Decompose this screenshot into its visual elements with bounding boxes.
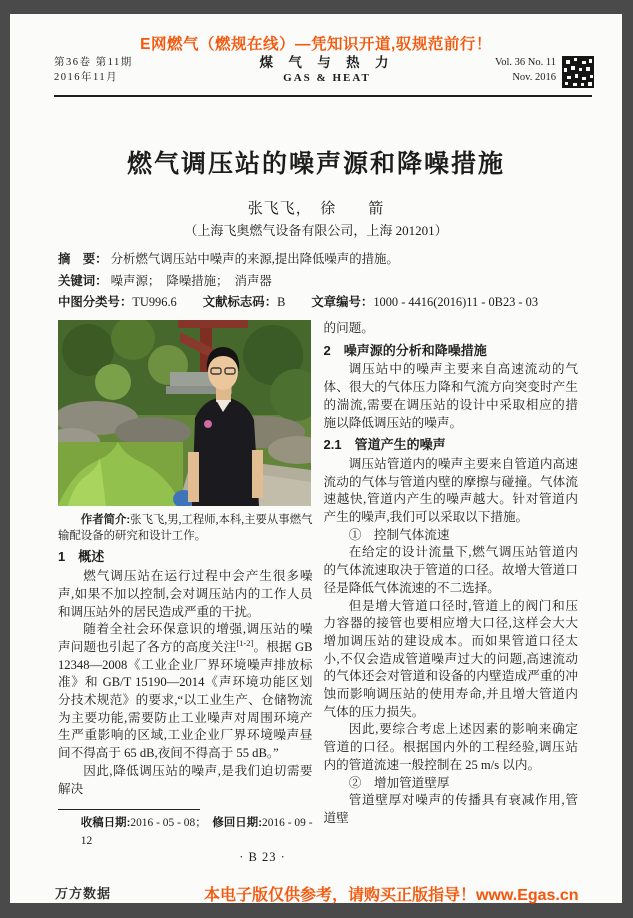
- paragraph: 因此,要综合考虑上述因素的影响来确定管道的口径。根据国内外的工程经验,调压站内的管道流速一般控制在 25 m/s 以内。: [323, 722, 578, 772]
- header-divider: [54, 95, 592, 97]
- author-bio-text: 张飞飞,男,工程师,本科,主要从事燃气输配设备的研究和设计工作。: [58, 514, 313, 543]
- article-body: [58, 320, 578, 851]
- author-bio-label: 作者简介:: [80, 514, 131, 526]
- paper-page: [10, 14, 622, 903]
- paragraph: 在给定的设计流量下,燃气调压站管道内的气体流速取决于管道的口径。故增大管道口径是降低气体流速的不二选择。: [323, 545, 578, 595]
- section-1-heading: 1 概述: [58, 549, 105, 565]
- abstract-text: 分析燃气调压站中噪声的来源,提出降低噪声的措施。: [110, 252, 399, 266]
- paragraph: 管道壁厚对噪声的传播具有衰减作用,管道壁: [323, 793, 578, 825]
- bottom-banner: 本电子版仅供参考，请购买正版指导！www.Egas.cn: [204, 887, 579, 904]
- revised-date-label: 修回日期:: [212, 817, 263, 830]
- received-date-value: 2016 - 05 - 08；: [130, 817, 201, 830]
- doccode-label: 文献标志码：: [202, 295, 278, 309]
- section-2-heading: 2 噪声源的分析和降噪措施: [323, 342, 487, 358]
- abstract-line: [58, 249, 578, 271]
- clc-value: TU996.6: [132, 295, 177, 309]
- paper-authors: 张飞飞， 徐 箭: [247, 201, 385, 217]
- page-number: · B 23 ·: [239, 850, 286, 864]
- keywords-line: [58, 271, 578, 293]
- paragraph: 燃气调压站在运行过程中会产生很多噪声,如果不加以控制,会对调压站内的工作人员和调压站外的居民造成严重的干扰。: [58, 569, 313, 619]
- paper-meta: [58, 249, 578, 314]
- list-item-2: ② 增加管道壁厚: [348, 775, 450, 790]
- paragraph: 调压站中的噪声主要来自高速流动的气体、很大的气体压力降和气流方向突变时产生的湍流,需要在调压站的设计中采取相应的措施以降低调压站的噪声。: [323, 362, 578, 430]
- wanfang-watermark: 万方数据: [55, 886, 112, 901]
- journal-volume-en: [470, 55, 556, 85]
- clc-label: 中图分类号：: [58, 295, 133, 309]
- author-bio: [58, 512, 313, 544]
- journal-title-en: GAS & HEAT: [283, 72, 371, 84]
- list-item-1: ① 控制气体流速: [348, 527, 450, 542]
- author-photo: [58, 320, 311, 506]
- right-column: [324, 320, 579, 851]
- paragraph: 因此,降低调压站的噪声,是我们迫切需要解决: [58, 763, 313, 796]
- paragraph: 的问题。: [323, 321, 374, 335]
- classification-line: [58, 292, 578, 314]
- journal-volume-cn: [54, 55, 184, 85]
- doccode-value: B: [277, 295, 286, 309]
- journal-header: [54, 55, 594, 88]
- qr-code-icon: [562, 56, 594, 88]
- paragraph: 调压站管道内的噪声主要来自管道内高速流动的气体与管道内壁的摩擦与碰撞。气体流速越快,管道内产生的噪声越大。针对管道内产生的噪声,我们可以采取以下措施。: [323, 456, 578, 525]
- paragraph: [58, 621, 313, 763]
- footnote-divider: [58, 809, 200, 810]
- citation-ref: [1-2]: [236, 637, 254, 648]
- revised-date-value: 2016 - 09 - 12: [80, 817, 313, 847]
- abstract-label: 摘 要：: [58, 252, 108, 266]
- date-cn: 2016年11月: [54, 72, 119, 83]
- paper-affiliation: （上海飞奥燃气设备有限公司，上海 201201）: [184, 223, 448, 238]
- paragraph: 但是增大管道口径时,管道上的阀门和压力容器的接管也要相应增大口径,这样会大大增加调压站的建设成本。而如果管道口径太小,不仅会造成管道噪声过大的问题,高速流动的气体还会对管道和设备的内壁造成严重的冲蚀而影响调压站的使用寿命,并且增大管道内气体的压力损失。: [323, 598, 578, 719]
- paragraph-text: 。根据 GB 12348—2008《工业企业厂界环境噪声排放标准》和 GB/T 15190—2014《声环境功能区划分技术规范》的要求,“以工业生产、仓储物流为主要功能,需要防止工业噪声对周围环境产生严重影响的区域,工业企业厂界环境噪声昼间不得高于 65 dB,夜间不得高于 55 dB。”: [58, 639, 313, 761]
- date-en: Nov. 2016: [512, 72, 556, 83]
- journal-title-cn: 煤 气 与 热 力: [259, 55, 395, 70]
- journal-title: [184, 55, 470, 86]
- dates-footnote: [58, 815, 313, 850]
- artid-value: 1000 - 4416(2016)11 - 0B23 - 03: [373, 295, 539, 309]
- paper-title: 燃气调压站的噪声源和降噪措施: [126, 151, 505, 178]
- keywords-text: 噪声源； 降噪措施； 消声器: [110, 273, 272, 288]
- received-date-label: 收稿日期:: [80, 817, 131, 830]
- top-banner: E网燃气（燃规在线）—凭知识开道,驭规范前行！: [140, 36, 492, 53]
- volume-issue-en: Vol. 36 No. 11: [495, 57, 556, 68]
- paragraph-text: 随着全社会环保意识的增强,调压站的噪声问题也引起了各方的高度关注: [58, 622, 313, 654]
- left-column: [58, 320, 313, 851]
- volume-issue-cn: 第36卷 第11期: [54, 57, 133, 68]
- section-2-1-heading: 2.1 管道产生的噪声: [323, 437, 446, 453]
- keywords-label: 关键词：: [58, 273, 108, 288]
- artid-label: 文章编号：: [311, 295, 374, 309]
